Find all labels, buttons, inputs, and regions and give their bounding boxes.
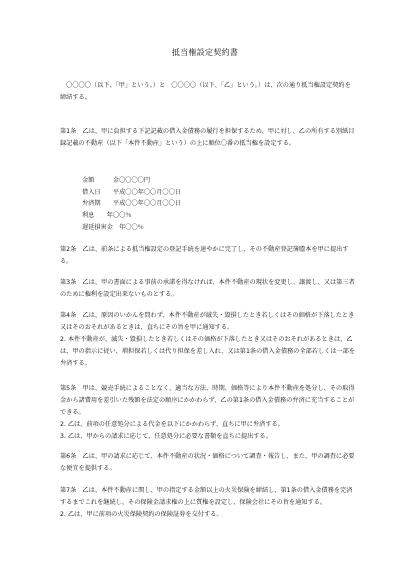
- loan-terms: [82, 175, 181, 234]
- article-5: 第5条 甲は、競売手続によることなく、適当な方法、時期、価格等により本件不動産を処分し、その取得金から諸費用を差引いた残額を法定の順序にかかわらず、乙の第1条の借入金債務の弁済に充当することができる。 2. 乙は、前項の任意処分による代金を以下にかかわらず、直ちに甲に弁済する。 3. 乙は、甲からの請求に応じて、任意処分に必要な書類を直ちに提出する。: [60, 385, 355, 440]
- article-6: 第6条 乙は、甲の請求に応じて、本件不動産の状況・価格について調査・報告し、また、甲の調査に必要な便宜を提供する。: [60, 453, 355, 472]
- term-interest: 利息 年〇〇％: [82, 212, 132, 220]
- article-4: 第4条 乙は、原因のいかんを問わず、本件不動産が滅失・毀損したとき若しくはその価格が下落したとき又はそのおそれがあるときは、直ちにその旨を甲に通知する。 2. 本件不動産が、滅失・毀損したとき若しくはその価格が下落したとき又はそのおそれがあるときは、乙は、甲の指示に従い、増担保若しくは代り担保を差し入れ、又は第1条の借入金債務の全部若しくは一部を弁済する。: [60, 312, 356, 367]
- term-due-date: 弁済期 平成〇〇年〇〇月〇〇日: [82, 200, 181, 208]
- article-2: 第2条 乙は、前条による抵当権設定の登記手続を速やかに完了し、その不動産登記簿謄本を甲に提出する。: [60, 246, 349, 265]
- term-borrow-date: 借入日 平成〇〇年〇〇月〇〇日: [82, 188, 181, 196]
- article-7: 第7条 乙は、本件不動産に関し、甲の指定する金額以上の火災保険を締結し、第1条の借入金債務を完済するまでこれを継続し、その保険金請求権の上に質権を設定し、保険会社にその旨を通知する。 2. 乙は、甲に前項の火災保険契約の保険証券を交付する。: [60, 487, 353, 518]
- article-3: 第3条 乙は、甲の書面による事前の承諾を得なければ、本件不動産の現状を変更し、譲渡し、又は第三者のために権利を設定出来ないものとする。: [60, 279, 355, 298]
- article-1: 第1条 乙は、甲に負担する下記記載の借入金債務の履行を担保するため、甲に対し、乙の所有する別紙目録記載の不動産（以下「本件不動産」という）の上に順位〇番の抵当権を設定する。: [60, 128, 355, 147]
- document-title: 抵当権設定契約書: [171, 48, 239, 57]
- term-late-charge: 遅延損害金 年〇〇％: [82, 223, 144, 231]
- term-amount: 金額 金〇〇〇〇円: [82, 177, 151, 184]
- intro-paragraph: 〇〇〇〇（以下、「甲」という。）と 〇〇〇〇（以下、「乙」という。）は、次の通り抵当権設定契約を締結する。: [60, 82, 351, 101]
